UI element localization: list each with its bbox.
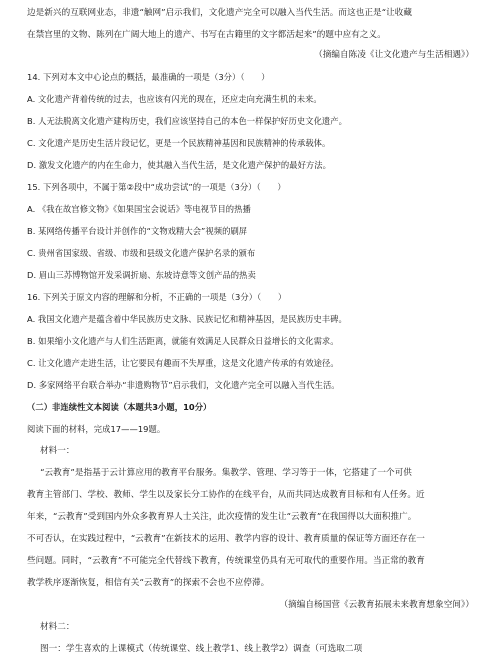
- question-14-option-a: A. 文化遗产背着传统的过去，也应该有闪光的现在，还应走向充满生机的未来。: [27, 94, 322, 104]
- material-paragraph-line: 不可否认，在实践过程中，“云教育”在新技术的运用、教学内容的设计、教育质量的保证等方面还存在一: [27, 534, 425, 544]
- question-16-option-a: A. 我国文化遗产是蕴含着中华民族历史文脉、民族记忆和精神基因，是民族历史丰碑。: [27, 314, 347, 324]
- material-label: 材料一：: [40, 446, 75, 456]
- passage-line: 边是新兴的互联网业态，非遗“触网”启示我们，文化遗产完全可以融入当代生活。而这也正是“让收藏: [27, 8, 413, 18]
- question-14: 14. 下列对本文中心论点的概括，最准确的一项是（3分）（ ）: [27, 72, 270, 82]
- material-source: （摘编自杨国营《云教育拓展未来教育想象空间》）: [279, 600, 474, 610]
- question-16-option-c: C. 让文化遗产走进生活，让它要民有趣而不失厚重，这是文化遗产传承的有效途径。: [27, 358, 339, 368]
- question-16-option-d: D. 多家网络平台联合举办“非遗购物节”启示我们，文化遗产完全可以融入当代生活。: [27, 380, 340, 390]
- passage-source: （摘编自陈凌《让文化遗产与生活相遇》）: [314, 50, 474, 60]
- section-instruction: 阅读下面的材料，完成17——19题。: [27, 424, 166, 434]
- question-14-option-c: C. 文化遗产是历史生活片段记忆，更是一个民族精神基因和民族精神的传承载体。: [27, 138, 331, 148]
- material-label: 材料二：: [40, 622, 75, 632]
- material-paragraph-line: 教育主管部门、学校、教师、学生以及家长分工协作的在线平台，从而共同达成教育目标和有人任务。近: [27, 490, 425, 500]
- material-paragraph-line: 教学秩序逐渐恢复，相信有关“云教育”的探索不会也不应停滞。: [27, 578, 270, 588]
- question-14-option-d: D. 激发文化遗产的内在生命力，使其融入当代生活，是文化遗产保护的最好方法。: [27, 160, 331, 170]
- question-15-option-b: B. 某网络传播平台设计并创作的“文物戏精大会”视频的刷屏: [27, 226, 248, 236]
- question-16-option-b: B. 如果缩小文化遗产与人们生活距离，就能有效满足人民群众日益增长的文化需求。: [27, 336, 339, 346]
- question-15: 15. 下列各项中，不属于第②段中“成功尝试”的一项是（3分）（ ）: [27, 182, 286, 192]
- passage-line: 在禁宫里的文物、陈列在广阔大地上的遗产、书写在古籍里的文字都活起来”的题中应有之义。: [27, 30, 386, 40]
- question-15-option-c: C. 贵州省国家级、省级、市级和县级文化遗产保护名录的颁布: [27, 248, 256, 258]
- material-paragraph-line: “云教育”是指基于云计算应用的教育平台服务。集教学、管理、学习等于一体，它搭建了一个可供: [40, 468, 412, 478]
- question-15-option-d: D. 眉山三苏博物馆开发采调折扇、东坡诗意等文创产品的热卖: [27, 270, 256, 280]
- section-heading: （二）非连续性文本阅读（本题共3小题，10分）: [27, 402, 212, 412]
- material-paragraph-line: 些问题。同时，“云教育”不可能完全代替线下教育，传统课堂仍具有无可取代的重要作用。当正常的教育: [27, 556, 425, 566]
- question-15-option-a: A. 《我在故宫修文物》《如果国宝会说话》等电视节目的热播: [27, 204, 251, 214]
- question-14-option-b: B. 人无法脱离文化遗产建构历史，我们应该坚持自己的本色一样保护好历史文化遗产。: [27, 116, 347, 126]
- question-16: 16. 下列关于原文内容的理解和分析，不正确的一项是（3分）（ ）: [27, 292, 287, 302]
- figure-caption: 图一：学生喜欢的上课模式（传统课堂、线上教学1、线上教学2）调查（可选取二项: [40, 644, 363, 654]
- material-paragraph-line: 年来，“云教育”受到国内外众多教育界人士关注，此次疫情的发生让“云教育”在我国得以大面积推广。: [27, 512, 417, 522]
